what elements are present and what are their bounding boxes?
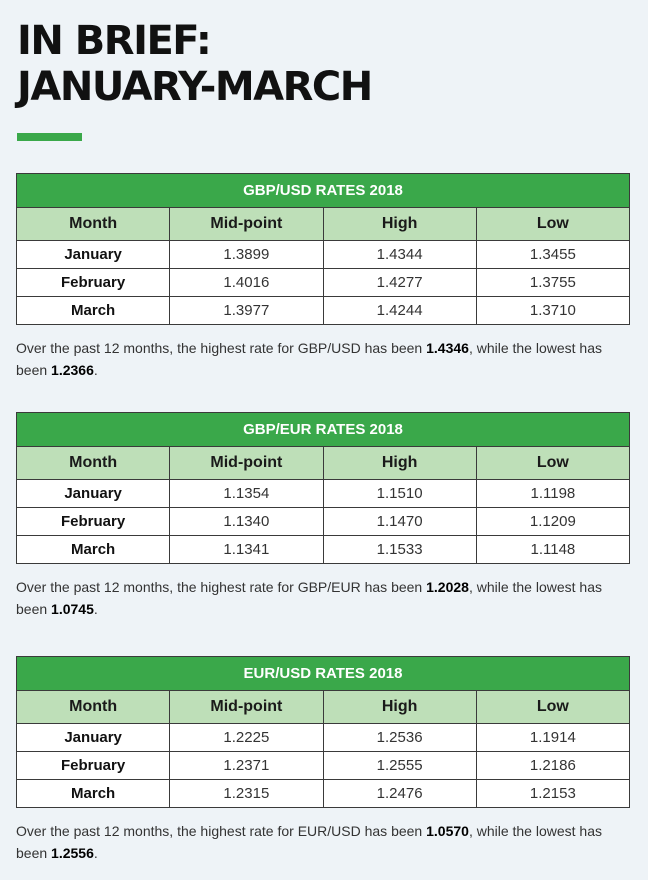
midpoint-cell: 1.1354 [170, 480, 323, 508]
midpoint-cell: 1.4016 [170, 269, 323, 297]
column-header-high: High [323, 447, 476, 480]
low-cell: 1.3455 [476, 241, 629, 269]
section-gbp-eur [16, 412, 630, 620]
midpoint-cell: 1.1341 [170, 536, 323, 564]
low-cell: 1.2186 [476, 752, 629, 780]
high-cell: 1.1533 [323, 536, 476, 564]
table-row [17, 480, 630, 508]
column-header-low: Low [476, 447, 629, 480]
low-cell: 1.1198 [476, 480, 629, 508]
month-cell: March [17, 780, 170, 808]
month-cell: February [17, 269, 170, 297]
note-middle: , while the lowest has been [16, 579, 603, 617]
table-title: GBP/EUR RATES 2018 [17, 413, 630, 447]
column-header-month: Month [17, 208, 170, 241]
table-header-row [17, 208, 630, 241]
month-cell: February [17, 752, 170, 780]
column-header-high: High [323, 208, 476, 241]
high-cell: 1.1510 [323, 480, 476, 508]
high-cell: 1.2555 [323, 752, 476, 780]
low-cell: 1.3755 [476, 269, 629, 297]
high-cell: 1.2476 [323, 780, 476, 808]
note-suffix: . [93, 845, 98, 861]
page-title [17, 18, 372, 110]
rates-table-eur-usd [16, 656, 630, 808]
high-cell: 1.4244 [323, 297, 476, 325]
midpoint-cell: 1.2315 [170, 780, 323, 808]
midpoint-cell: 1.2225 [170, 724, 323, 752]
month-cell: March [17, 297, 170, 325]
table-header-row [17, 447, 630, 480]
title-accent-bar [17, 133, 82, 141]
midpoint-cell: 1.2371 [170, 752, 323, 780]
low-cell: 1.1148 [476, 536, 629, 564]
high-cell: 1.4277 [323, 269, 476, 297]
note-suffix: . [93, 362, 98, 378]
month-cell: February [17, 508, 170, 536]
low-cell: 1.1914 [476, 724, 629, 752]
note-highest-rate: 1.4346 [426, 340, 469, 356]
note-prefix: Over the past 12 months, the highest rate for EUR/USD has been [16, 823, 427, 839]
rates-table-gbp-usd [16, 173, 630, 325]
section-gbp-usd [16, 173, 630, 381]
table-row [17, 780, 630, 808]
month-cell: January [17, 480, 170, 508]
month-cell: March [17, 536, 170, 564]
low-cell: 1.2153 [476, 780, 629, 808]
low-cell: 1.3710 [476, 297, 629, 325]
note-middle: , while the lowest has been [16, 340, 603, 378]
page-title-line-1: IN BRIEF: [17, 18, 211, 64]
column-header-midpoint: Mid-point [170, 691, 323, 724]
month-cell: January [17, 241, 170, 269]
note-lowest-rate: 1.0745 [51, 601, 94, 617]
note-middle: , while the lowest has been [16, 823, 603, 861]
table-title: GBP/USD RATES 2018 [17, 174, 630, 208]
summary-note [16, 820, 630, 864]
section-eur-usd [16, 656, 630, 864]
high-cell: 1.4344 [323, 241, 476, 269]
note-prefix: Over the past 12 months, the highest rate for GBP/USD has been [16, 340, 427, 356]
column-header-month: Month [17, 691, 170, 724]
note-prefix: Over the past 12 months, the highest rate for GBP/EUR has been [16, 579, 427, 595]
high-cell: 1.2536 [323, 724, 476, 752]
table-row [17, 752, 630, 780]
summary-note [16, 337, 630, 381]
month-cell: January [17, 724, 170, 752]
midpoint-cell: 1.3899 [170, 241, 323, 269]
table-row [17, 241, 630, 269]
column-header-midpoint: Mid-point [170, 447, 323, 480]
table-row [17, 724, 630, 752]
table-row [17, 269, 630, 297]
note-lowest-rate: 1.2556 [51, 845, 94, 861]
column-header-high: High [323, 691, 476, 724]
table-row [17, 297, 630, 325]
column-header-month: Month [17, 447, 170, 480]
midpoint-cell: 1.3977 [170, 297, 323, 325]
table-header-row [17, 691, 630, 724]
note-suffix: . [93, 601, 98, 617]
table-row [17, 508, 630, 536]
midpoint-cell: 1.1340 [170, 508, 323, 536]
column-header-low: Low [476, 691, 629, 724]
summary-note [16, 576, 630, 620]
page-title-line-2: JANUARY-MARCH [17, 64, 372, 110]
column-header-midpoint: Mid-point [170, 208, 323, 241]
table-title: EUR/USD RATES 2018 [17, 657, 630, 691]
rates-table-gbp-eur [16, 412, 630, 564]
column-header-low: Low [476, 208, 629, 241]
low-cell: 1.1209 [476, 508, 629, 536]
high-cell: 1.1470 [323, 508, 476, 536]
note-highest-rate: 1.0570 [426, 823, 469, 839]
note-highest-rate: 1.2028 [426, 579, 469, 595]
note-lowest-rate: 1.2366 [51, 362, 94, 378]
table-row [17, 536, 630, 564]
